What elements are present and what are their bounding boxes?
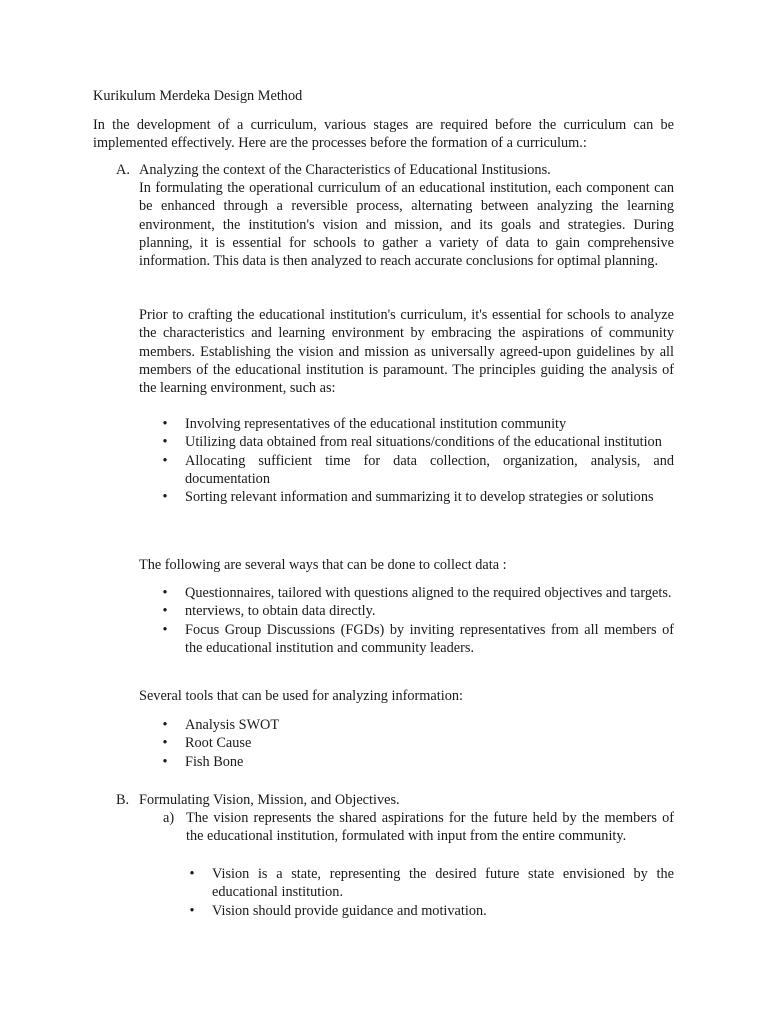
section-b-letter: B. (116, 792, 130, 808)
section-a-paragraph-1: In formulating the operational curriculum of an educational institution, each component can be enhanced through a reversible process, alternating between analyzing the learning environment, the institution's vision and mission, and its goals and strategies. During planning, it is essential for schools to gather a variety of data to gain comprehensive information. This data is then analyzed to reach accurate conclusions for optimal planning. (139, 180, 674, 270)
list-item-text: Allocating sufficient time for data collection, organization, analysis, and documentation (185, 452, 674, 487)
bullet-icon: • (162, 621, 168, 638)
bullet-icon: • (162, 735, 168, 752)
intro-paragraph: In the development of a curriculum, various stages are required before the curriculum can be implemented effectively. Here are the processes before the formation of a curriculum.: (93, 117, 674, 152)
bullet-icon: • (162, 416, 168, 432)
list-item (160, 734, 674, 752)
principles-list (160, 415, 674, 506)
list-item (160, 602, 674, 620)
list-item (160, 621, 674, 658)
list-item-text: Sorting relevant information and summarizing it to develop strategies or solutions (185, 489, 654, 506)
list-item-text: Involving representatives of the educational institution community (185, 416, 567, 432)
list-item-text: Root Cause (185, 735, 252, 752)
list-item-text: Analysis SWOT (185, 717, 280, 733)
list-item (187, 865, 674, 902)
list-item-text: Focus Group Discussions (FGDs) by inviting representatives from all members of the educational institution and community leaders. (185, 621, 674, 656)
bullet-icon: • (162, 585, 168, 601)
list-item (160, 753, 674, 771)
bullet-icon: • (162, 753, 168, 770)
list-item (160, 716, 674, 734)
collect-methods-list (160, 584, 674, 657)
list-item-text: Vision should provide guidance and motivation. (212, 902, 487, 919)
tools-intro: Several tools that can be used for analyzing information: (139, 688, 463, 704)
tools-list (160, 716, 674, 771)
list-item-text: Utilizing data obtained from real situations/conditions of the educational institution (185, 434, 662, 451)
bullet-icon: • (162, 717, 168, 733)
subsection-a-text: The vision represents the shared aspirations for the future held by the members of the educational institution, formulated with input from the entire community. (186, 810, 674, 845)
document-title: Kurikulum Merdeka Design Method (93, 88, 303, 104)
section-a-paragraph-2: Prior to crafting the educational institution's curriculum, it's essential for schools to analyze the characteristics and learning environment by embracing the aspirations of community members. Establishing the vision and mission as universally agreed-upon guidelines by all members of the educational institution is paramount. The principles guiding the analysis of the learning environment, such as: (139, 307, 674, 397)
bullet-icon: • (189, 866, 195, 882)
list-item (187, 902, 674, 920)
bullet-icon: • (162, 489, 168, 506)
bullet-icon: • (162, 434, 168, 451)
list-item-text: nterviews, to obtain data directly. (185, 603, 376, 620)
list-item (160, 433, 674, 451)
list-item (160, 415, 674, 433)
list-item-text: Vision is a state, representing the desired future state envisioned by the educational institution. (212, 866, 674, 901)
section-a-letter: A. (116, 162, 130, 178)
subsection-a-letter: a) (163, 810, 175, 826)
list-item (160, 584, 674, 602)
list-item (160, 488, 674, 506)
bullet-icon: • (162, 452, 168, 469)
list-item (160, 452, 674, 489)
vision-points-list (187, 865, 674, 920)
list-item-text: Questionnaires, tailored with questions aligned to the required objectives and targets. (185, 585, 672, 601)
section-b-heading: Formulating Vision, Mission, and Objectives. (139, 792, 400, 808)
section-a-heading: Analyzing the context of the Characteristics of Educational Institusions. (139, 162, 551, 178)
collect-data-intro: The following are several ways that can be done to collect data : (139, 557, 507, 573)
bullet-icon: • (189, 902, 195, 919)
list-item-text: Fish Bone (185, 753, 244, 770)
bullet-icon: • (162, 603, 168, 620)
